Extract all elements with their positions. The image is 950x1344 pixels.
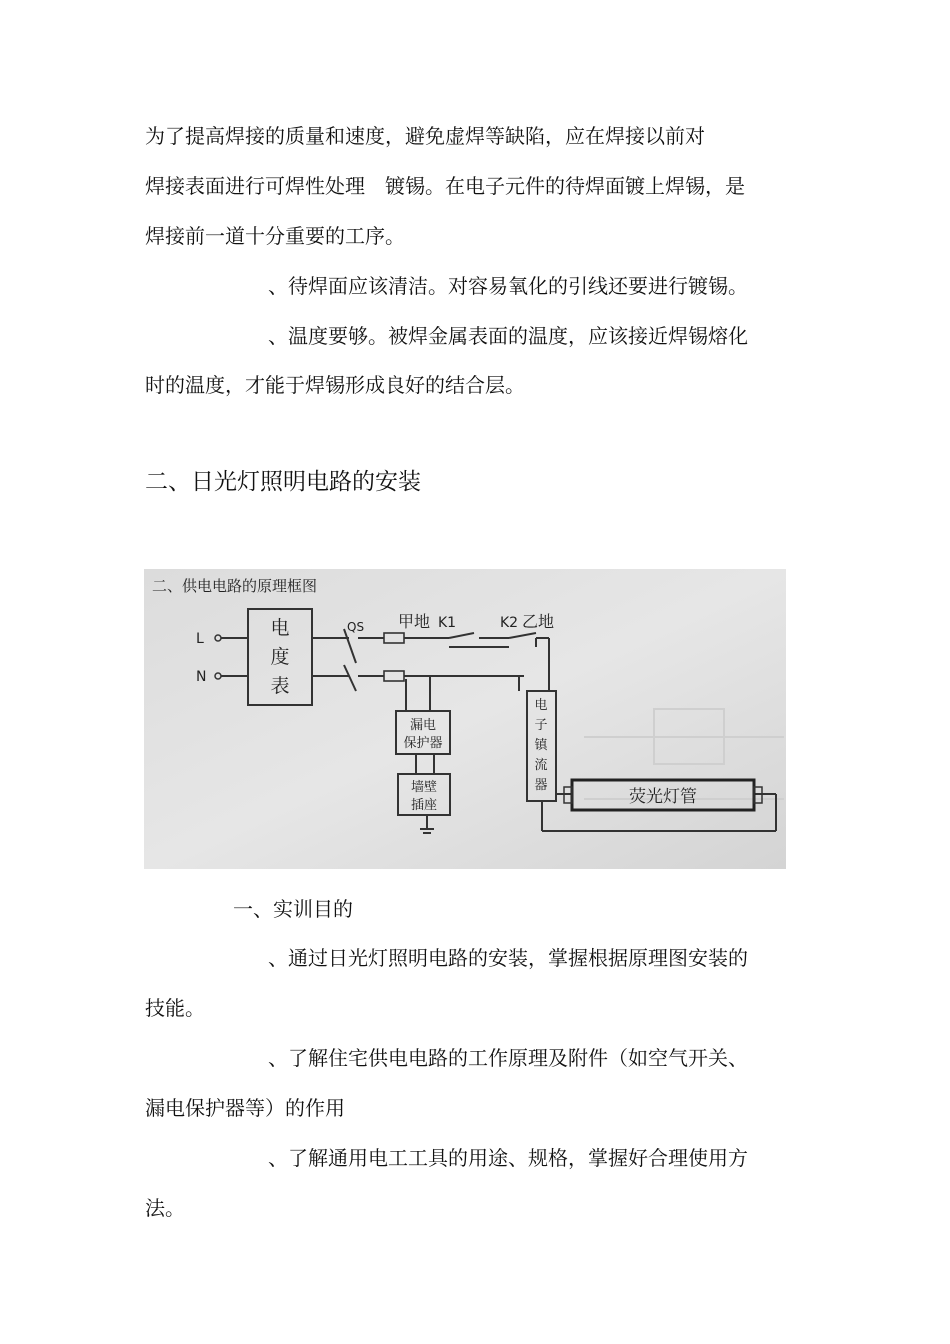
- socket-line-2: 插座: [410, 798, 438, 813]
- meter-char-1: 电: [270, 617, 290, 639]
- qs-label: QS: [347, 620, 365, 634]
- objective-2-line-2: 漏电保护器等）的作用: [145, 1096, 345, 1120]
- circuit-diagram-photo: [144, 569, 786, 869]
- objective-1-line-2: 技能。: [145, 996, 205, 1020]
- requirement-2-line-2: 时的温度，才能于焊锡形成良好的结合层。: [145, 373, 525, 397]
- circuit-diagram: [144, 569, 786, 869]
- label-l: L: [196, 631, 204, 647]
- socket-line-1: 墙壁: [410, 780, 438, 795]
- intro-line-2: 焊接表面进行可焊性处理 镀锡。在电子元件的待焊面镀上焊锡，是: [145, 174, 745, 198]
- ballast-char-5: 器: [534, 778, 548, 793]
- k2-label: K2: [500, 615, 519, 631]
- diagram-caption: 二、供电电路的原理框图: [152, 577, 318, 595]
- meter-char-2: 度: [270, 646, 290, 668]
- objective-3-line-2: 法。: [145, 1196, 185, 1220]
- requirement-2-line-1: 、温度要够。被焊金属表面的温度，应该接近焊锡熔化: [268, 324, 748, 348]
- ballast-char-2: 子: [534, 718, 548, 733]
- ballast-char-4: 流: [534, 758, 548, 773]
- jiadi-label: 甲地: [398, 612, 431, 631]
- requirement-1: 、待焊面应该清洁。对容易氧化的引线还要进行镀锡。: [268, 274, 748, 298]
- section-title: 二、日光灯照明电路的安装: [145, 469, 421, 495]
- yidi-label: 乙地: [522, 612, 555, 631]
- lamp-label: 荧光灯管: [629, 787, 697, 807]
- objective-1-line-1: 、通过日光灯照明电路的安装，掌握根据原理图安装的: [268, 946, 748, 970]
- ballast-char-3: 镇: [534, 738, 548, 753]
- breaker-line-2: 保护器: [403, 736, 443, 751]
- meter-char-3: 表: [270, 675, 290, 697]
- ballast-char-1: 电: [534, 698, 548, 713]
- diagram-background: [144, 569, 786, 869]
- objective-3-line-1: 、了解通用电工工具的用途、规格，掌握好合理使用方: [268, 1146, 748, 1170]
- k1-label: K1: [438, 615, 457, 631]
- intro-line-1: 为了提高焊接的质量和速度，避免虚焊等缺陷，应在焊接以前对: [145, 124, 705, 148]
- breaker-line-1: 漏电: [409, 718, 437, 733]
- intro-line-3: 焊接前一道十分重要的工序。: [145, 224, 405, 248]
- objective-2-line-1: 、了解住宅供电电路的工作原理及附件（如空气开关、: [268, 1046, 748, 1070]
- label-n: N: [196, 669, 207, 685]
- objectives-heading: 一、实训目的: [233, 897, 353, 921]
